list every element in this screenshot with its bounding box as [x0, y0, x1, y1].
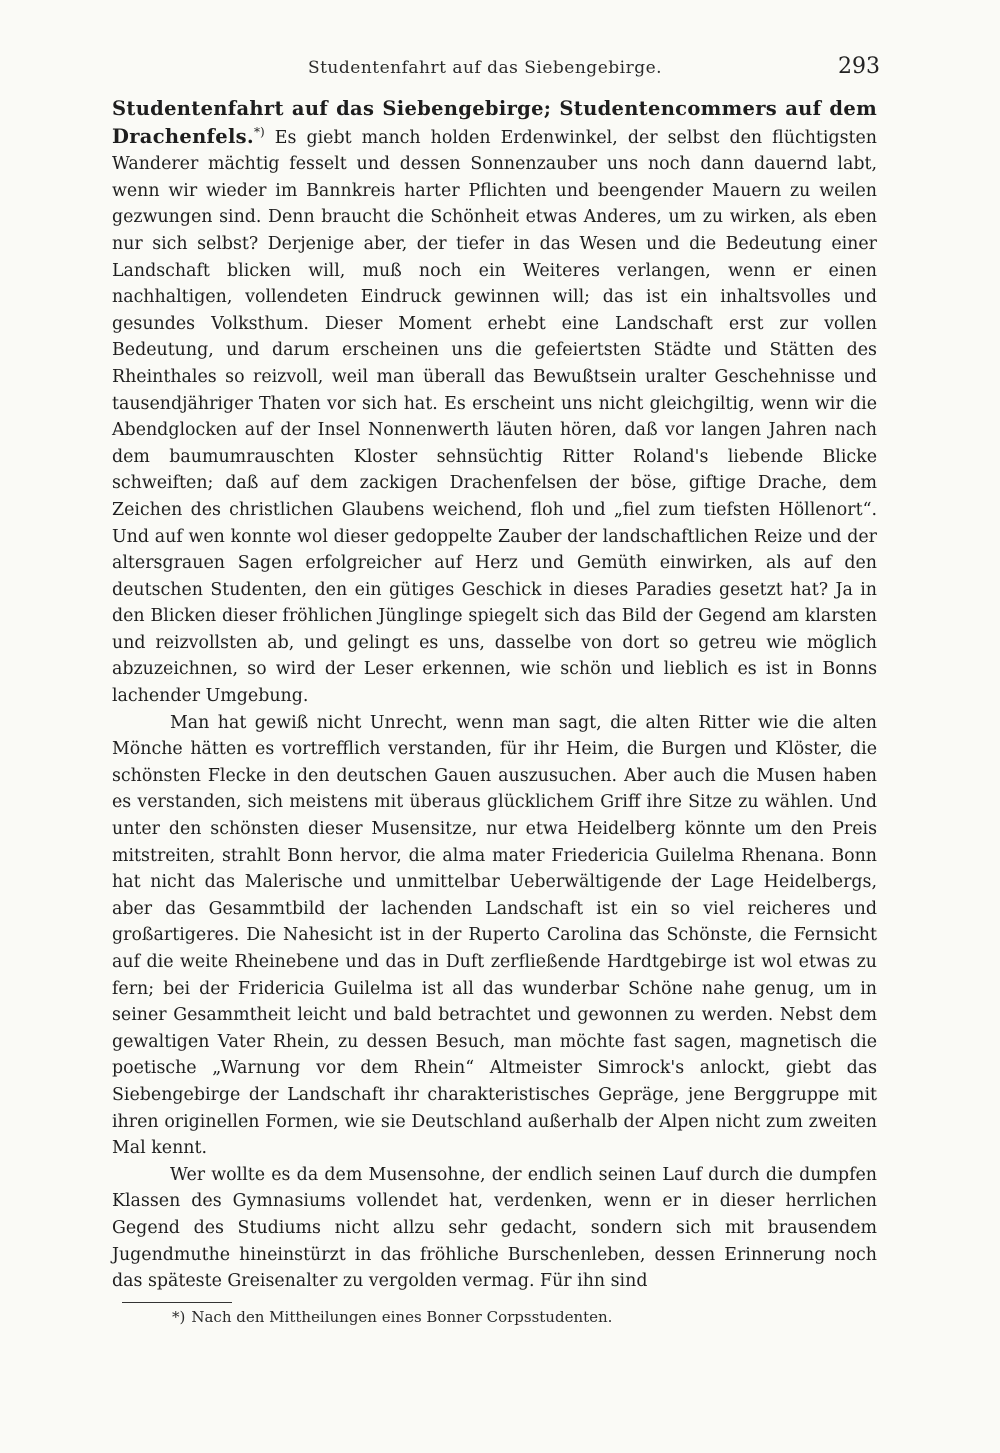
footnote [172, 1306, 822, 1328]
footnote-reference: *) [254, 124, 265, 139]
page-number: 293 [838, 54, 880, 79]
article-body [112, 96, 877, 1295]
footnote-marker: *) [172, 1308, 186, 1326]
paragraph-3: Wer wollte es da dem Musensohne, der endlich seinen Lauf durch die dumpfen Klassen des Gymnasiums vollendet hat, verdenken, wenn er in dieser herrlichen Gegend des Studiums nicht allzu sehr gedacht, sondern sich mit brausendem Jugendmuthe hineinstürzt in das fröhliche Burschenleben, dessen Erinnerung noch das späteste Greisenalter zu vergolden vermag. Für ihn sind [112, 1164, 877, 1292]
paragraph-2: Man hat gewiß nicht Unrecht, wenn man sagt, die alten Ritter wie die alten Mönche hätten es vortrefflich verstanden, für ihr Heim, die Burgen und Klöster, die schönsten Flecke in den deutschen Gauen auszusuchen. Aber auch die Musen haben es verstanden, sich meistens mit überaus glücklichem Griff ihre Sitze zu wählen. Und unter den schönsten dieser Musensitze, nur etwa Heidelberg könnte um den Preis mitstreiten, strahlt Bonn hervor, die alma mater Friedericia Guilelma Rhenana. Bonn hat nicht das Malerische und unmittelbar Ueberwältigende der Lage Heidelbergs, aber das Gesammtbild der lachenden Landschaft ist ein so viel reicheres und großartigeres. Die Nahesicht ist in der Ruperto Carolina das Schönste, die Fernsicht auf die weite Rheinebene und das in Duft zerfließende Hardtgebirge ist wol etwas zu fern; bei der Fridericia Guilelma ist all das wunderbar Schöne nahe genug, um in seiner Gesammtheit leicht und bald betrachtet und gewonnen zu werden. Nebst dem gewaltigen Vater Rhein, zu dessen Besuch, man möchte fast sagen, magnetisch die poetische „Warnung vor dem Rhein“ Altmeister Simrock's anlockt, giebt das Siebengebirge der Landschaft ihr charakteristisches Gepräge, jene Berggruppe mit ihren originellen Formen, wie sie Deutschland außerhalb der Alpen nicht zum zweiten Mal kennt. [112, 712, 877, 1159]
paragraph-1-text: Es giebt manch holden Erdenwinkel, der selbst den flüchtigsten Wanderer mächtig fesselt und dessen Sonnenzauber uns noch dann dauernd labt, wenn wir wieder im Bannkreis harter Pflichten und beengender Mauern zu weilen gezwungen sind. Denn braucht die Schönheit etwas Anderes, um zu wirken, als eben nur sich selbst? Derjenige aber, der tiefer in das Wesen und die Bedeutung einer Landschaft blicken will, muß noch ein Weiteres verlangen, wenn er einen nachhaltigen, vollendeten Eindruck gewinnen will; das ist ein inhaltsvolles und gesundes Volksthum. Dieser Moment erhebt eine Landschaft erst zur vollen Bedeutung, und darum erscheinen uns die gefeiertsten Städte und Stätten des Rheinthales so reizvoll, weil man überall das Bewußtsein uralter Geschehnisse und tausendjähriger Thaten vor sich hat. Es erscheint uns nicht gleichgiltig, wenn wir die Abendglocken auf der Insel Nonnenwerth läuten hören, daß vor langen Jahren nach dem baumumrauschten Kloster sehnsüchtig Ritter Roland's liebende Blicke schweiften; daß auf dem zackigen Drachenfelsen der böse, giftige Drache, dem Zeichen des christlichen Glaubens weichend, floh und „fiel zum tiefsten Höllenort“. Und auf wen konnte wol dieser gedoppelte Zauber der landschaftlichen Reize und der altersgrauen Sagen erfolgreicher auf Herz und Gemüth einwirken, als auf den deutschen Studenten, den ein gütiges Geschick in dieses Paradies gesetzt hat? Ja in den Blicken dieser fröhlichen Jünglinge spiegelt sich das Bild der Gegend am klarsten und reizvollsten ab, und gelingt es uns, dasselbe von dort so getreu wie möglich abzuzeichnen, so wird der Leser erkennen, wie schön und lieblich es ist in Bonns lachender Umgebung. [112, 127, 877, 707]
footnote-text: Nach den Mittheilungen eines Bonner Corpsstudenten. [191, 1308, 613, 1326]
article-heading: Studentenfahrt auf das Siebengebirge; Studentencommers auf dem Drachenfels. [112, 97, 877, 148]
first-paragraph [112, 96, 877, 710]
footnote-divider [122, 1302, 232, 1303]
running-title: Studentenfahrt auf das Siebengebirge. [307, 58, 663, 78]
